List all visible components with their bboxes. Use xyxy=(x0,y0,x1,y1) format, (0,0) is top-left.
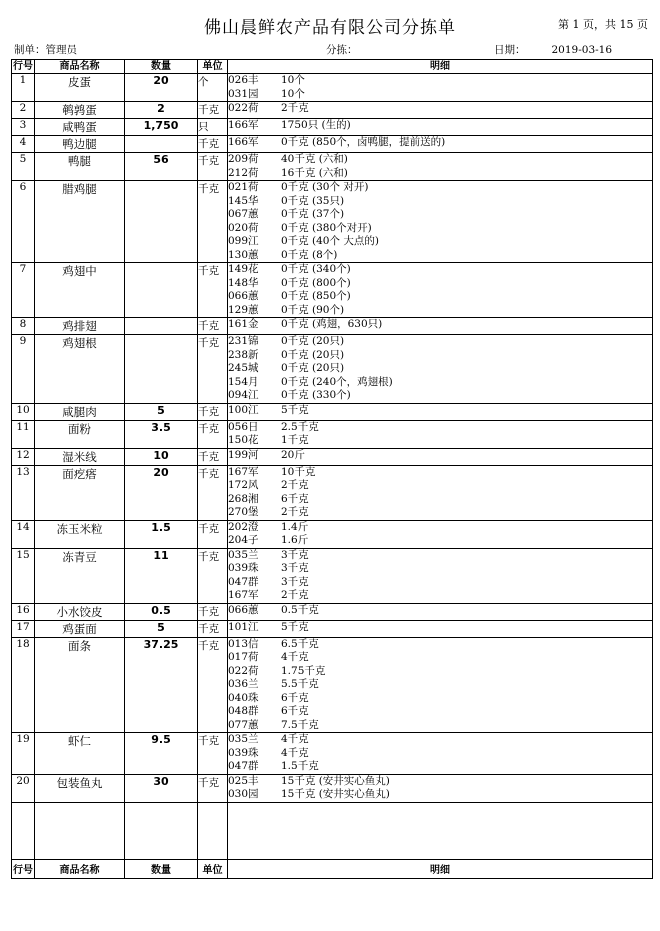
table-row xyxy=(12,620,653,637)
allocation-amount: 10千克 xyxy=(281,465,316,478)
row-details xyxy=(228,102,653,119)
customer-code: 039珠 xyxy=(228,562,259,574)
row-unit: 千克 xyxy=(198,420,228,448)
row-unit: 千克 xyxy=(198,465,228,520)
row-line-no: 15 xyxy=(12,548,35,603)
allocation-amount: 1750只 (生的) xyxy=(281,119,351,131)
row-details xyxy=(228,733,653,775)
allocation-amount: 10个 xyxy=(281,74,305,86)
customer-code: 035兰 xyxy=(228,548,259,561)
detail-line xyxy=(228,222,652,236)
col-header-details: 明细 xyxy=(228,60,653,74)
col-footer-quantity: 数量 xyxy=(125,859,198,878)
row-line-no: 20 xyxy=(12,774,35,802)
customer-code: 035兰 xyxy=(228,733,259,745)
customer-code: 238新 xyxy=(228,348,259,361)
table-row xyxy=(12,774,653,802)
allocation-amount: 0千克 (340个) xyxy=(281,263,351,275)
customer-code: 031园 xyxy=(228,87,259,100)
row-product-name: 鸡蛋面 xyxy=(35,620,125,637)
row-quantity: 3.5 xyxy=(125,420,198,448)
customer-code: 025丰 xyxy=(228,774,259,787)
row-line-no: 16 xyxy=(12,603,35,620)
allocation-amount: 0千克 (240个，鸡翅根) xyxy=(281,375,393,388)
table-row xyxy=(12,181,653,263)
row-quantity: 10 xyxy=(125,448,198,465)
row-details xyxy=(228,263,653,318)
sorter-label: 分拣： xyxy=(326,44,358,56)
picking-table xyxy=(11,59,653,879)
row-product-name: 冻玉米粒 xyxy=(35,520,125,548)
detail-line xyxy=(228,195,652,209)
row-quantity: 5 xyxy=(125,403,198,420)
customer-code: 167军 xyxy=(228,589,259,601)
customer-code: 048群 xyxy=(228,705,259,717)
row-product-name: 虾仁 xyxy=(35,733,125,775)
allocation-amount: 0.5千克 xyxy=(281,603,319,616)
row-product-name: 鹌鹑蛋 xyxy=(35,102,125,119)
detail-line xyxy=(228,493,652,507)
allocation-amount: 0千克 (330个) xyxy=(281,389,351,401)
allocation-amount: 40千克 (六和) xyxy=(281,153,348,165)
detail-line xyxy=(228,604,652,618)
customer-code: 067蕙 xyxy=(228,208,259,220)
detail-line xyxy=(228,733,652,747)
customer-code: 021荷 xyxy=(228,181,259,193)
allocation-amount: 1.6斤 xyxy=(281,534,309,546)
row-line-no: 5 xyxy=(12,153,35,181)
row-line-no: 9 xyxy=(12,335,35,404)
row-product-name: 包装鱼丸 xyxy=(35,774,125,802)
detail-line xyxy=(228,692,652,706)
row-line-no: 8 xyxy=(12,318,35,335)
allocation-amount: 4千克 xyxy=(281,746,309,759)
row-unit: 个 xyxy=(198,74,228,102)
row-quantity: 1.5 xyxy=(125,520,198,548)
table-row xyxy=(12,520,653,548)
detail-line xyxy=(228,534,652,548)
row-details xyxy=(228,335,653,404)
detail-line xyxy=(228,589,652,603)
row-details xyxy=(228,153,653,181)
table-row xyxy=(12,153,653,181)
row-quantity: 30 xyxy=(125,774,198,802)
row-unit: 千克 xyxy=(198,153,228,181)
row-details xyxy=(228,420,653,448)
row-product-name: 鸡排翅 xyxy=(35,318,125,335)
customer-code: 172风 xyxy=(228,479,259,491)
detail-line xyxy=(228,362,652,376)
row-line-no: 2 xyxy=(12,102,35,119)
allocation-amount: 0千克 (20只) xyxy=(281,335,345,347)
detail-line xyxy=(228,562,652,576)
customer-code: 100江 xyxy=(228,403,259,416)
allocation-amount: 5千克 xyxy=(281,620,309,633)
allocation-amount: 2千克 xyxy=(281,589,309,601)
detail-line xyxy=(228,318,652,332)
customer-code: 066蕙 xyxy=(228,290,259,302)
detail-line xyxy=(228,167,652,181)
allocation-amount: 5千克 xyxy=(281,403,309,416)
table-row xyxy=(12,102,653,119)
allocation-amount: 5.5千克 xyxy=(281,678,319,690)
customer-code: 077蕙 xyxy=(228,718,259,731)
row-quantity: 9.5 xyxy=(125,733,198,775)
row-product-name: 鸭腿 xyxy=(35,153,125,181)
row-details xyxy=(228,774,653,802)
customer-code: 017荷 xyxy=(228,651,259,663)
detail-line xyxy=(228,208,652,222)
table-row xyxy=(12,420,653,448)
detail-line xyxy=(228,136,652,150)
row-unit: 千克 xyxy=(198,733,228,775)
detail-line xyxy=(228,621,652,635)
table-footer-row xyxy=(12,859,653,878)
allocation-amount: 1.75千克 xyxy=(281,664,326,677)
customer-code: 204子 xyxy=(228,534,259,546)
row-line-no: 1 xyxy=(12,74,35,102)
table-body xyxy=(12,74,653,803)
allocation-amount: 2千克 xyxy=(281,479,309,491)
customer-code: 166军 xyxy=(228,136,259,148)
row-product-name: 小水饺皮 xyxy=(35,603,125,620)
allocation-amount: 6千克 xyxy=(281,492,309,505)
allocation-amount: 20斤 xyxy=(281,448,305,461)
allocation-amount: 15千克 (安井实心鱼丸) xyxy=(281,774,390,787)
row-product-name: 面疙瘩 xyxy=(35,465,125,520)
row-product-name: 鸡翅中 xyxy=(35,263,125,318)
customer-code: 013信 xyxy=(228,637,259,650)
maker-field xyxy=(14,42,77,57)
customer-code: 047群 xyxy=(228,760,259,772)
row-details xyxy=(228,548,653,603)
allocation-amount: 0千克 (20只) xyxy=(281,362,345,374)
row-unit: 千克 xyxy=(198,548,228,603)
col-footer-product-name: 商品名称 xyxy=(35,859,125,878)
allocation-amount: 6千克 xyxy=(281,691,309,704)
detail-line xyxy=(228,747,652,761)
col-footer-details: 明细 xyxy=(228,859,653,878)
allocation-amount: 6.5千克 xyxy=(281,637,319,650)
customer-code: 020荷 xyxy=(228,221,259,234)
allocation-amount: 0千克 (380个对开) xyxy=(281,221,372,234)
row-unit: 千克 xyxy=(198,774,228,802)
customer-code: 022荷 xyxy=(228,664,259,677)
date-label: 日期： xyxy=(494,44,526,56)
customer-code: 166军 xyxy=(228,119,259,131)
detail-line xyxy=(228,638,652,652)
allocation-amount: 2.5千克 xyxy=(281,420,319,433)
col-header-line-no: 行号 xyxy=(13,60,33,72)
row-product-name: 咸腿肉 xyxy=(35,403,125,420)
customer-code: 040珠 xyxy=(228,691,259,704)
row-unit: 千克 xyxy=(198,102,228,119)
customer-code: 094江 xyxy=(228,389,259,401)
row-unit: 千克 xyxy=(198,403,228,420)
row-product-name: 鸭边腿 xyxy=(35,136,125,153)
detail-line xyxy=(228,521,652,535)
detail-line xyxy=(228,119,652,133)
row-line-no: 18 xyxy=(12,637,35,733)
row-details xyxy=(228,181,653,263)
row-quantity: 2 xyxy=(125,102,198,119)
col-header-unit: 单位 xyxy=(198,60,228,74)
detail-line xyxy=(228,404,652,418)
allocation-amount: 6千克 xyxy=(281,705,309,717)
row-quantity xyxy=(125,181,198,263)
table-row xyxy=(12,548,653,603)
table-row xyxy=(12,119,653,136)
detail-line xyxy=(228,102,652,116)
detail-line xyxy=(228,434,652,448)
detail-line xyxy=(228,181,652,195)
detail-line xyxy=(228,88,652,102)
detail-line xyxy=(228,678,652,692)
detail-line xyxy=(228,153,652,167)
detail-line xyxy=(228,760,652,774)
detail-line xyxy=(228,705,652,719)
row-details xyxy=(228,465,653,520)
detail-line xyxy=(228,277,652,291)
customer-code: 268湘 xyxy=(228,492,259,505)
allocation-amount: 0千克 (8个) xyxy=(281,248,338,261)
allocation-amount: 0千克 (800个) xyxy=(281,276,351,289)
allocation-amount: 0千克 (850个，卤鸭腿，提前送的) xyxy=(281,136,446,148)
allocation-amount: 1.5千克 xyxy=(281,760,319,772)
allocation-amount: 0千克 (90个) xyxy=(281,303,345,316)
row-details xyxy=(228,74,653,102)
table-row xyxy=(12,74,653,102)
row-quantity: 1,750 xyxy=(125,119,198,136)
table-row xyxy=(12,733,653,775)
row-unit: 千克 xyxy=(198,181,228,263)
customer-code: 212荷 xyxy=(228,166,259,179)
row-product-name: 湿米线 xyxy=(35,448,125,465)
allocation-amount: 0千克 (850个) xyxy=(281,290,351,302)
row-line-no: 17 xyxy=(12,620,35,637)
row-product-name: 冻青豆 xyxy=(35,548,125,603)
row-line-no: 3 xyxy=(12,119,35,136)
row-unit: 千克 xyxy=(198,520,228,548)
col-footer-line-no: 行号 xyxy=(12,859,35,878)
allocation-amount: 2千克 xyxy=(281,102,309,114)
row-quantity xyxy=(125,136,198,153)
allocation-amount: 0千克 (35只) xyxy=(281,194,345,207)
detail-line xyxy=(228,74,652,88)
table-row xyxy=(12,465,653,520)
row-line-no: 6 xyxy=(12,181,35,263)
allocation-amount: 1千克 xyxy=(281,434,309,446)
allocation-amount: 0千克 (鸡翅，630只) xyxy=(281,318,383,330)
table-header-row xyxy=(12,60,653,74)
row-unit: 千克 xyxy=(198,620,228,637)
customer-code: 154月 xyxy=(228,375,259,388)
row-line-no: 4 xyxy=(12,136,35,153)
document-title: 佛山晨鲜农产品有限公司分拣单 xyxy=(204,18,456,38)
row-quantity: 0.5 xyxy=(125,603,198,620)
page-indicator: 第 1 页，共 15 页 xyxy=(558,18,648,31)
row-quantity xyxy=(125,263,198,318)
detail-line xyxy=(228,249,652,263)
table-row xyxy=(12,136,653,153)
row-unit: 千克 xyxy=(198,335,228,404)
row-quantity: 20 xyxy=(125,74,198,102)
row-details xyxy=(228,637,653,733)
detail-line xyxy=(228,290,652,304)
detail-line xyxy=(228,651,652,665)
customer-code: 101江 xyxy=(228,620,259,633)
customer-code: 199河 xyxy=(228,448,259,461)
row-line-no: 14 xyxy=(12,520,35,548)
customer-code: 209荷 xyxy=(228,153,259,165)
detail-line xyxy=(228,421,652,435)
detail-line xyxy=(228,576,652,590)
row-details xyxy=(228,520,653,548)
allocation-amount: 7.5千克 xyxy=(281,718,319,731)
row-details xyxy=(228,448,653,465)
detail-line xyxy=(228,719,652,733)
table-row xyxy=(12,448,653,465)
col-header-quantity: 数量 xyxy=(125,60,198,74)
row-details xyxy=(228,620,653,637)
row-line-no: 13 xyxy=(12,465,35,520)
row-details xyxy=(228,119,653,136)
date-field xyxy=(494,42,612,57)
allocation-amount: 0千克 (20只) xyxy=(281,348,345,361)
row-details xyxy=(228,136,653,153)
allocation-amount: 1.4斤 xyxy=(281,520,309,533)
customer-code: 030园 xyxy=(228,788,259,800)
row-details xyxy=(228,318,653,335)
detail-line xyxy=(228,549,652,563)
blank-row xyxy=(12,802,653,859)
allocation-amount: 3千克 xyxy=(281,575,309,588)
date-value: 2019-03-16 xyxy=(551,44,613,56)
customer-code: 129蕙 xyxy=(228,303,259,316)
row-details xyxy=(228,603,653,620)
allocation-amount: 3千克 xyxy=(281,548,309,561)
row-quantity: 5 xyxy=(125,620,198,637)
row-unit: 千克 xyxy=(198,637,228,733)
row-quantity xyxy=(125,335,198,404)
row-line-no: 11 xyxy=(12,420,35,448)
allocation-amount: 3千克 xyxy=(281,562,309,574)
customer-code: 145华 xyxy=(228,194,259,207)
detail-line xyxy=(228,389,652,403)
customer-code: 039珠 xyxy=(228,746,259,759)
customer-code: 231锦 xyxy=(228,335,259,347)
row-product-name: 面粉 xyxy=(35,420,125,448)
customer-code: 161金 xyxy=(228,318,259,330)
row-details xyxy=(228,403,653,420)
row-unit: 千克 xyxy=(198,136,228,153)
maker-value: 管理员 xyxy=(45,44,77,56)
customer-code: 066蕙 xyxy=(228,603,259,616)
detail-line xyxy=(228,376,652,390)
table-row xyxy=(12,403,653,420)
customer-code: 270堡 xyxy=(228,506,259,518)
row-product-name: 鸡翅根 xyxy=(35,335,125,404)
detail-line xyxy=(228,788,652,802)
allocation-amount: 15千克 (安井实心鱼丸) xyxy=(281,788,390,800)
detail-line xyxy=(228,304,652,318)
customer-code: 245城 xyxy=(228,362,259,374)
allocation-amount: 0千克 (40个 大点的) xyxy=(281,235,379,247)
col-header-product-name: 商品名称 xyxy=(35,60,125,74)
row-product-name: 咸鸭蛋 xyxy=(35,119,125,136)
customer-code: 022荷 xyxy=(228,102,259,114)
customer-code: 056日 xyxy=(228,420,259,433)
customer-code: 148华 xyxy=(228,276,259,289)
table-row xyxy=(12,263,653,318)
customer-code: 047群 xyxy=(228,575,259,588)
row-quantity: 56 xyxy=(125,153,198,181)
customer-code: 149花 xyxy=(228,263,259,275)
row-unit: 千克 xyxy=(198,603,228,620)
row-line-no: 10 xyxy=(12,403,35,420)
detail-line xyxy=(228,665,652,679)
row-unit: 千克 xyxy=(198,318,228,335)
detail-line xyxy=(228,349,652,363)
detail-line xyxy=(228,479,652,493)
maker-label: 制单： xyxy=(14,44,46,56)
row-quantity: 37.25 xyxy=(125,637,198,733)
detail-line xyxy=(228,235,652,249)
table-row xyxy=(12,318,653,335)
allocation-amount: 10个 xyxy=(281,87,305,100)
customer-code: 167军 xyxy=(228,465,259,478)
customer-code: 036兰 xyxy=(228,678,259,690)
customer-code: 202澄 xyxy=(228,520,259,533)
col-footer-unit: 单位 xyxy=(198,859,228,878)
sorter-field xyxy=(326,42,358,57)
row-unit: 只 xyxy=(198,119,228,136)
customer-code: 026丰 xyxy=(228,74,259,86)
table-row xyxy=(12,637,653,733)
detail-line xyxy=(228,335,652,349)
row-product-name: 腊鸡腿 xyxy=(35,181,125,263)
row-unit: 千克 xyxy=(198,263,228,318)
allocation-amount: 16千克 (六和) xyxy=(281,166,348,179)
customer-code: 130蕙 xyxy=(228,248,259,261)
row-line-no: 12 xyxy=(12,448,35,465)
allocation-amount: 4千克 xyxy=(281,733,309,745)
row-line-no: 7 xyxy=(12,263,35,318)
row-quantity: 20 xyxy=(125,465,198,520)
allocation-amount: 2千克 xyxy=(281,506,309,518)
row-quantity: 11 xyxy=(125,548,198,603)
table-row xyxy=(12,335,653,404)
customer-code: 150花 xyxy=(228,434,259,446)
row-line-no: 19 xyxy=(12,733,35,775)
detail-line xyxy=(228,466,652,480)
allocation-amount: 0千克 (37个) xyxy=(281,208,345,220)
row-product-name: 面条 xyxy=(35,637,125,733)
allocation-amount: 4千克 xyxy=(281,651,309,663)
row-unit: 千克 xyxy=(198,448,228,465)
detail-line xyxy=(228,449,652,463)
row-quantity xyxy=(125,318,198,335)
row-product-name: 皮蛋 xyxy=(35,74,125,102)
detail-line xyxy=(228,263,652,277)
allocation-amount: 0千克 (30个 对开) xyxy=(281,181,369,193)
detail-line xyxy=(228,775,652,789)
customer-code: 099江 xyxy=(228,235,259,247)
table-row xyxy=(12,603,653,620)
detail-line xyxy=(228,506,652,520)
